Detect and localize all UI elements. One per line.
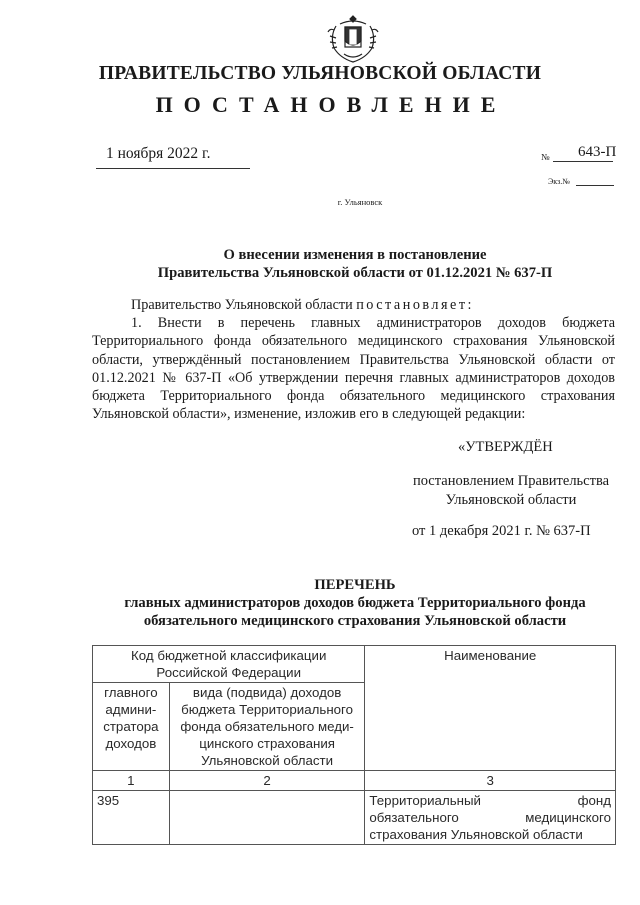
- list-title-main: ПЕРЕЧЕНЬ: [314, 577, 396, 593]
- row-kind-code: [169, 791, 365, 845]
- subject-line-1: О внесении изменения в постановление: [223, 247, 487, 263]
- table-header-row-1: [93, 646, 616, 683]
- col-number-3: 3: [365, 771, 616, 791]
- row-admin-code: 395: [93, 791, 170, 845]
- list-title: [0, 576, 640, 630]
- copy-underline: [576, 185, 614, 186]
- header-admin: главного админи- стратора доходов: [93, 683, 170, 771]
- administrators-table: [92, 645, 616, 845]
- list-subtitle-1: главных администраторов доходов бюджета Территориального фонда: [124, 595, 586, 611]
- copy-label: Экз.№: [548, 177, 570, 186]
- number-underline: [553, 161, 613, 162]
- body-text: [92, 296, 615, 423]
- document-number: 643-П: [578, 144, 617, 160]
- subject-line-2: Правительства Ульяновской области от 01.12.2021 № 637-П: [157, 265, 553, 281]
- header-name: Наименование: [365, 646, 616, 771]
- row-name: Территориальный фонд обязательного медицинского страхования Ульяновской области: [365, 791, 616, 845]
- table-row: [93, 791, 616, 845]
- approved-by-line-2: Ульяновской области: [445, 492, 577, 508]
- approved-label: «УТВЕРЖДЁН: [458, 439, 553, 455]
- city: г. Ульяновск: [337, 197, 383, 207]
- intro-action: постановляет:: [356, 297, 474, 313]
- col-number-2: 2: [169, 771, 365, 791]
- intro-paragraph: [92, 296, 615, 314]
- document-type: ПОСТАНОВЛЕНИЕ: [155, 92, 507, 117]
- subject: [0, 246, 640, 282]
- intro-prefix: Правительство Ульяновской области: [131, 297, 353, 313]
- approved-by: [406, 472, 616, 510]
- approved-date: от 1 декабря 2021 г. № 637-П: [412, 523, 591, 539]
- col-number-1: 1: [93, 771, 170, 791]
- government-title: ПРАВИТЕЛЬСТВО УЛЬЯНОВСКОЙ ОБЛАСТИ: [98, 63, 542, 84]
- table-number-row: [93, 771, 616, 791]
- coat-of-arms-icon: [324, 10, 382, 68]
- header-kind: вида (подвида) доходов бюджета Территориального фонда обязательного меди- цинского страхования Ульяновской области: [169, 683, 365, 771]
- approved-by-line-1: постановлением Правительства: [412, 473, 610, 489]
- header-code-group: Код бюджетной классификации Российской Федерации: [93, 646, 365, 683]
- paragraph-1: 1. Внести в перечень главных администраторов доходов бюджета Территориального фонда обязательного медицинского страхования Ульяновской области, утверждённый постановлением Правительства Ульяновской области от 01.12.2021 № 637-П «Об утверждении перечня главных администраторов доходов бюджета Территориального фонда обязательного медицинского страхования Ульяновской области», изменение, изложив его в следующей редакции:: [92, 315, 615, 423]
- list-subtitle-2: обязательного медицинского страхования Ульяновской области: [143, 613, 567, 629]
- document-date: 1 ноября 2022 г.: [106, 145, 211, 162]
- date-underline: [96, 168, 250, 169]
- number-label: №: [541, 152, 550, 162]
